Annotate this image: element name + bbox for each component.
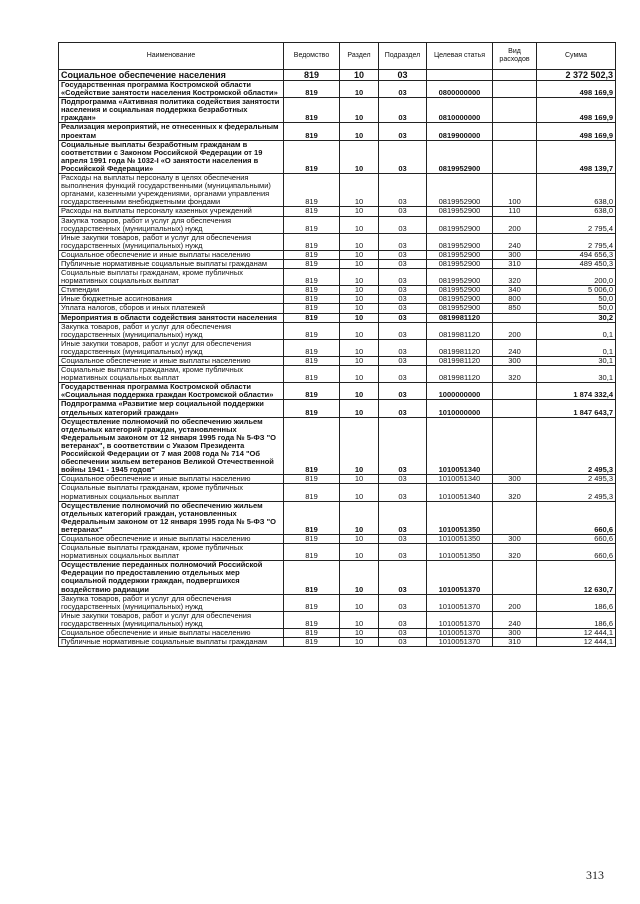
cell-name: Государственная программа Костромской области «Социальная поддержка граждан Костромской области» [59, 383, 284, 400]
table-row [59, 383, 616, 400]
cell-section: 10 [340, 322, 379, 339]
cell-subsection: 03 [379, 70, 427, 81]
cell-expense [493, 123, 537, 140]
cell-sum: 12 444,1 [537, 638, 616, 647]
cell-expense: 300 [493, 250, 537, 259]
cell-name: Подпрограмма «Развитие мер социальной поддержки отдельных категорий граждан» [59, 400, 284, 417]
cell-expense [493, 561, 537, 594]
cell-sum: 0,1 [537, 322, 616, 339]
cell-expense: 100 [493, 174, 537, 207]
table-row [59, 544, 616, 561]
cell-name: Социальные выплаты гражданам, кроме публичных нормативных социальных выплат [59, 269, 284, 286]
cell-article: 1010051340 [427, 475, 493, 484]
table-row [59, 534, 616, 543]
cell-article: 0819952900 [427, 250, 493, 259]
cell-article: 0819952900 [427, 286, 493, 295]
header-name: Наименование [59, 43, 284, 70]
cell-dept: 819 [284, 501, 340, 534]
table-row [59, 629, 616, 638]
cell-sum: 5 006,0 [537, 286, 616, 295]
cell-dept: 819 [284, 81, 340, 98]
cell-subsection: 03 [379, 250, 427, 259]
cell-dept: 819 [284, 417, 340, 475]
cell-dept: 819 [284, 174, 340, 207]
cell-sum: 498 169,9 [537, 98, 616, 123]
header-expense: Вид расходов [493, 43, 537, 70]
cell-expense: 320 [493, 269, 537, 286]
cell-section: 10 [340, 629, 379, 638]
cell-sum: 12 444,1 [537, 629, 616, 638]
cell-name: Иные закупки товаров, работ и услуг для обеспечения государственных (муниципальных) нужд [59, 233, 284, 250]
cell-subsection: 03 [379, 561, 427, 594]
cell-dept: 819 [284, 611, 340, 628]
cell-subsection: 03 [379, 322, 427, 339]
cell-article [427, 70, 493, 81]
cell-expense [493, 313, 537, 322]
cell-subsection: 03 [379, 207, 427, 216]
cell-article: 0819981120 [427, 366, 493, 383]
cell-sum: 494 656,3 [537, 250, 616, 259]
header-article: Целевая статья [427, 43, 493, 70]
table-row [59, 70, 616, 81]
cell-sum: 2 495,3 [537, 484, 616, 501]
cell-dept: 819 [284, 629, 340, 638]
cell-subsection: 03 [379, 233, 427, 250]
cell-subsection: 03 [379, 98, 427, 123]
budget-table [58, 42, 616, 647]
cell-section: 10 [340, 269, 379, 286]
cell-expense: 110 [493, 207, 537, 216]
table-row [59, 216, 616, 233]
table-row [59, 304, 616, 313]
cell-subsection: 03 [379, 313, 427, 322]
cell-subsection: 03 [379, 475, 427, 484]
cell-dept: 819 [284, 286, 340, 295]
cell-name: Социальное обеспечение и иные выплаты населению [59, 357, 284, 366]
cell-expense: 310 [493, 259, 537, 268]
cell-expense [493, 417, 537, 475]
cell-section: 10 [340, 638, 379, 647]
cell-article: 0819981120 [427, 322, 493, 339]
cell-sum: 0,1 [537, 339, 616, 356]
cell-dept: 819 [284, 304, 340, 313]
cell-article: 0819952900 [427, 295, 493, 304]
cell-name: Расходы на выплаты персоналу казенных учреждений [59, 207, 284, 216]
cell-section: 10 [340, 534, 379, 543]
cell-dept: 819 [284, 357, 340, 366]
cell-sum: 30,1 [537, 366, 616, 383]
table-row [59, 638, 616, 647]
cell-sum: 50,0 [537, 295, 616, 304]
cell-sum: 498 169,9 [537, 81, 616, 98]
cell-section: 10 [340, 259, 379, 268]
cell-sum: 638,0 [537, 174, 616, 207]
table-row [59, 475, 616, 484]
table-row [59, 339, 616, 356]
cell-sum: 2 795,4 [537, 216, 616, 233]
cell-name: Социальное обеспечение и иные выплаты населению [59, 475, 284, 484]
cell-subsection: 03 [379, 501, 427, 534]
cell-section: 10 [340, 70, 379, 81]
table-row [59, 286, 616, 295]
header-section: Раздел [340, 43, 379, 70]
cell-section: 10 [340, 339, 379, 356]
cell-expense: 240 [493, 611, 537, 628]
cell-expense [493, 70, 537, 81]
table-row [59, 81, 616, 98]
cell-article: 0819981120 [427, 357, 493, 366]
cell-article: 1010051350 [427, 534, 493, 543]
cell-dept: 819 [284, 322, 340, 339]
cell-sum: 660,6 [537, 534, 616, 543]
budget-page [58, 42, 615, 647]
cell-sum: 1 847 643,7 [537, 400, 616, 417]
cell-sum: 2 495,3 [537, 417, 616, 475]
cell-subsection: 03 [379, 269, 427, 286]
cell-sum: 660,6 [537, 544, 616, 561]
cell-section: 10 [340, 233, 379, 250]
cell-name: Социальное обеспечение и иные выплаты населению [59, 629, 284, 638]
cell-subsection: 03 [379, 366, 427, 383]
cell-section: 10 [340, 313, 379, 322]
cell-dept: 819 [284, 123, 340, 140]
cell-sum: 2 495,3 [537, 475, 616, 484]
cell-subsection: 03 [379, 259, 427, 268]
cell-sum: 2 795,4 [537, 233, 616, 250]
cell-name: Публичные нормативные социальные выплаты гражданам [59, 638, 284, 647]
cell-section: 10 [340, 484, 379, 501]
cell-expense: 200 [493, 594, 537, 611]
cell-subsection: 03 [379, 295, 427, 304]
cell-section: 10 [340, 544, 379, 561]
cell-dept: 819 [284, 484, 340, 501]
cell-sum: 498 139,7 [537, 140, 616, 173]
cell-subsection: 03 [379, 484, 427, 501]
cell-dept: 819 [284, 594, 340, 611]
table-row [59, 233, 616, 250]
cell-expense: 200 [493, 322, 537, 339]
cell-dept: 819 [284, 339, 340, 356]
cell-expense [493, 400, 537, 417]
cell-expense: 340 [493, 286, 537, 295]
cell-expense: 300 [493, 475, 537, 484]
cell-section: 10 [340, 594, 379, 611]
page-number: 313 [586, 868, 604, 882]
cell-sum: 638,0 [537, 207, 616, 216]
cell-section: 10 [340, 140, 379, 173]
cell-sum: 186,6 [537, 594, 616, 611]
cell-article: 0819952900 [427, 304, 493, 313]
cell-subsection: 03 [379, 123, 427, 140]
cell-article: 1010051350 [427, 544, 493, 561]
cell-section: 10 [340, 98, 379, 123]
table-row [59, 366, 616, 383]
cell-dept: 819 [284, 366, 340, 383]
cell-expense: 310 [493, 638, 537, 647]
cell-article: 1010051370 [427, 561, 493, 594]
cell-name: Социальное обеспечение и иные выплаты населению [59, 250, 284, 259]
cell-expense: 320 [493, 544, 537, 561]
cell-article: 0819952900 [427, 140, 493, 173]
cell-article: 1010000000 [427, 400, 493, 417]
cell-sum: 1 874 332,4 [537, 383, 616, 400]
cell-subsection: 03 [379, 638, 427, 647]
cell-section: 10 [340, 304, 379, 313]
cell-subsection: 03 [379, 629, 427, 638]
cell-dept: 819 [284, 475, 340, 484]
cell-name: Осуществление полномочий по обеспечению жильем отдельных категорий граждан, установленных Федеральным законом от 12 января 1995 года № 5-ФЗ "О ветеранах" [59, 501, 284, 534]
cell-name: Осуществление полномочий по обеспечению жильем отдельных категорий граждан, установленных Федеральным законом от 12 января 1995 года № 5-ФЗ "О ветеранах", в соответствии с Указом Президента Российской Федерации от 7 мая 2008 года № 714 "Об обеспечении жильем ветеранов Великой Отечественной войны 1941 - 1945 годов" [59, 417, 284, 475]
cell-dept: 819 [284, 295, 340, 304]
table-row [59, 357, 616, 366]
cell-article: 1010051370 [427, 638, 493, 647]
cell-article: 0819952900 [427, 269, 493, 286]
cell-dept: 819 [284, 544, 340, 561]
cell-article: 1010051340 [427, 484, 493, 501]
table-row [59, 259, 616, 268]
table-row [59, 561, 616, 594]
table-row [59, 313, 616, 322]
table-row [59, 269, 616, 286]
cell-subsection: 03 [379, 339, 427, 356]
table-row [59, 501, 616, 534]
table-row [59, 140, 616, 173]
cell-article: 0810000000 [427, 98, 493, 123]
cell-dept: 819 [284, 233, 340, 250]
cell-section: 10 [340, 295, 379, 304]
table-row [59, 400, 616, 417]
cell-name: Уплата налогов, сборов и иных платежей [59, 304, 284, 313]
cell-section: 10 [340, 366, 379, 383]
cell-dept: 819 [284, 140, 340, 173]
cell-expense: 240 [493, 339, 537, 356]
cell-name: Социальные выплаты гражданам, кроме публичных нормативных социальных выплат [59, 366, 284, 383]
cell-article: 0819900000 [427, 123, 493, 140]
cell-name: Социальные выплаты гражданам, кроме публичных нормативных социальных выплат [59, 484, 284, 501]
cell-dept: 819 [284, 216, 340, 233]
cell-sum: 30,2 [537, 313, 616, 322]
cell-dept: 819 [284, 383, 340, 400]
header-row [59, 43, 616, 70]
cell-dept: 819 [284, 534, 340, 543]
cell-dept: 819 [284, 70, 340, 81]
cell-article: 1010051350 [427, 501, 493, 534]
cell-expense: 850 [493, 304, 537, 313]
cell-subsection: 03 [379, 594, 427, 611]
cell-subsection: 03 [379, 383, 427, 400]
cell-expense: 300 [493, 534, 537, 543]
cell-sum: 489 450,3 [537, 259, 616, 268]
cell-section: 10 [340, 123, 379, 140]
table-row [59, 417, 616, 475]
cell-expense: 300 [493, 357, 537, 366]
cell-dept: 819 [284, 250, 340, 259]
cell-name: Социальные выплаты гражданам, кроме публичных нормативных социальных выплат [59, 544, 284, 561]
cell-subsection: 03 [379, 400, 427, 417]
cell-expense: 200 [493, 216, 537, 233]
cell-sum: 50,0 [537, 304, 616, 313]
cell-sum: 2 372 502,3 [537, 70, 616, 81]
cell-subsection: 03 [379, 286, 427, 295]
table-row [59, 207, 616, 216]
cell-sum: 30,1 [537, 357, 616, 366]
header-sum: Сумма [537, 43, 616, 70]
cell-section: 10 [340, 357, 379, 366]
cell-name: Мероприятия в области содействия занятости населения [59, 313, 284, 322]
cell-article: 1000000000 [427, 383, 493, 400]
cell-subsection: 03 [379, 611, 427, 628]
cell-article: 1010051340 [427, 417, 493, 475]
cell-expense: 320 [493, 484, 537, 501]
cell-subsection: 03 [379, 357, 427, 366]
cell-sum: 498 169,9 [537, 123, 616, 140]
table-row [59, 250, 616, 259]
cell-name: Закупка товаров, работ и услуг для обеспечения государственных (муниципальных) нужд [59, 322, 284, 339]
cell-expense [493, 81, 537, 98]
cell-article: 0819981120 [427, 339, 493, 356]
table-row [59, 123, 616, 140]
table-row [59, 98, 616, 123]
cell-section: 10 [340, 400, 379, 417]
cell-expense: 240 [493, 233, 537, 250]
cell-name: Реализация мероприятий, не отнесенных к федеральным проектам [59, 123, 284, 140]
cell-name: Социальное обеспечение и иные выплаты населению [59, 534, 284, 543]
cell-name: Социальное обеспечение населения [59, 70, 284, 81]
cell-section: 10 [340, 561, 379, 594]
cell-section: 10 [340, 475, 379, 484]
cell-expense: 800 [493, 295, 537, 304]
cell-section: 10 [340, 286, 379, 295]
cell-dept: 819 [284, 313, 340, 322]
cell-section: 10 [340, 250, 379, 259]
cell-name: Иные закупки товаров, работ и услуг для обеспечения государственных (муниципальных) нужд [59, 611, 284, 628]
cell-article: 1010051370 [427, 594, 493, 611]
cell-subsection: 03 [379, 534, 427, 543]
cell-subsection: 03 [379, 544, 427, 561]
table-body [59, 70, 616, 647]
header-dept: Ведомство [284, 43, 340, 70]
cell-article: 0819981120 [427, 313, 493, 322]
cell-dept: 819 [284, 269, 340, 286]
cell-section: 10 [340, 174, 379, 207]
cell-sum: 200,0 [537, 269, 616, 286]
cell-name: Подпрограмма «Активная политика содействия занятости населения и социальная поддержка безработных граждан» [59, 98, 284, 123]
table-row [59, 484, 616, 501]
table-row [59, 611, 616, 628]
cell-article: 0819952900 [427, 174, 493, 207]
cell-section: 10 [340, 207, 379, 216]
cell-subsection: 03 [379, 216, 427, 233]
cell-section: 10 [340, 611, 379, 628]
cell-name: Расходы на выплаты персоналу в целях обеспечения выполнения функций государственными (муниципальными) органами, казенными учреждениями, органами управления государственными внебюджетными фондами [59, 174, 284, 207]
cell-expense [493, 140, 537, 173]
cell-expense [493, 98, 537, 123]
cell-section: 10 [340, 383, 379, 400]
cell-name: Иные закупки товаров, работ и услуг для обеспечения государственных (муниципальных) нужд [59, 339, 284, 356]
cell-dept: 819 [284, 207, 340, 216]
cell-article: 0819952900 [427, 259, 493, 268]
cell-article: 0800000000 [427, 81, 493, 98]
cell-section: 10 [340, 417, 379, 475]
cell-name: Публичные нормативные социальные выплаты гражданам [59, 259, 284, 268]
cell-expense: 300 [493, 629, 537, 638]
cell-subsection: 03 [379, 81, 427, 98]
cell-dept: 819 [284, 98, 340, 123]
cell-expense: 320 [493, 366, 537, 383]
cell-dept: 819 [284, 259, 340, 268]
cell-expense [493, 383, 537, 400]
cell-article: 1010051370 [427, 629, 493, 638]
cell-name: Закупка товаров, работ и услуг для обеспечения государственных (муниципальных) нужд [59, 216, 284, 233]
cell-sum: 12 630,7 [537, 561, 616, 594]
cell-subsection: 03 [379, 304, 427, 313]
cell-dept: 819 [284, 638, 340, 647]
table-row [59, 295, 616, 304]
cell-name: Социальные выплаты безработным гражданам в соответствии с Законом Российской Федерации от 19 апреля 1991 года № 1032-I «О занятости населения в Российской Федерации» [59, 140, 284, 173]
cell-dept: 819 [284, 400, 340, 417]
cell-name: Осуществление переданных полномочий Российской Федерации по предоставлению отдельных мер социальной поддержки граждан, подвергшихся воздействию радиации [59, 561, 284, 594]
cell-dept: 819 [284, 561, 340, 594]
table-row [59, 322, 616, 339]
cell-sum: 186,6 [537, 611, 616, 628]
cell-subsection: 03 [379, 417, 427, 475]
cell-article: 0819952900 [427, 207, 493, 216]
cell-section: 10 [340, 501, 379, 534]
cell-subsection: 03 [379, 174, 427, 207]
cell-sum: 660,6 [537, 501, 616, 534]
cell-article: 1010051370 [427, 611, 493, 628]
header-subsection: Подраздел [379, 43, 427, 70]
table-row [59, 174, 616, 207]
cell-name: Иные бюджетные ассигнования [59, 295, 284, 304]
cell-subsection: 03 [379, 140, 427, 173]
cell-article: 0819952900 [427, 216, 493, 233]
cell-expense [493, 501, 537, 534]
cell-article: 0819952900 [427, 233, 493, 250]
cell-section: 10 [340, 81, 379, 98]
table-row [59, 594, 616, 611]
cell-name: Закупка товаров, работ и услуг для обеспечения государственных (муниципальных) нужд [59, 594, 284, 611]
cell-name: Стипендии [59, 286, 284, 295]
cell-section: 10 [340, 216, 379, 233]
cell-name: Государственная программа Костромской области «Содействие занятости населения Костромской области» [59, 81, 284, 98]
